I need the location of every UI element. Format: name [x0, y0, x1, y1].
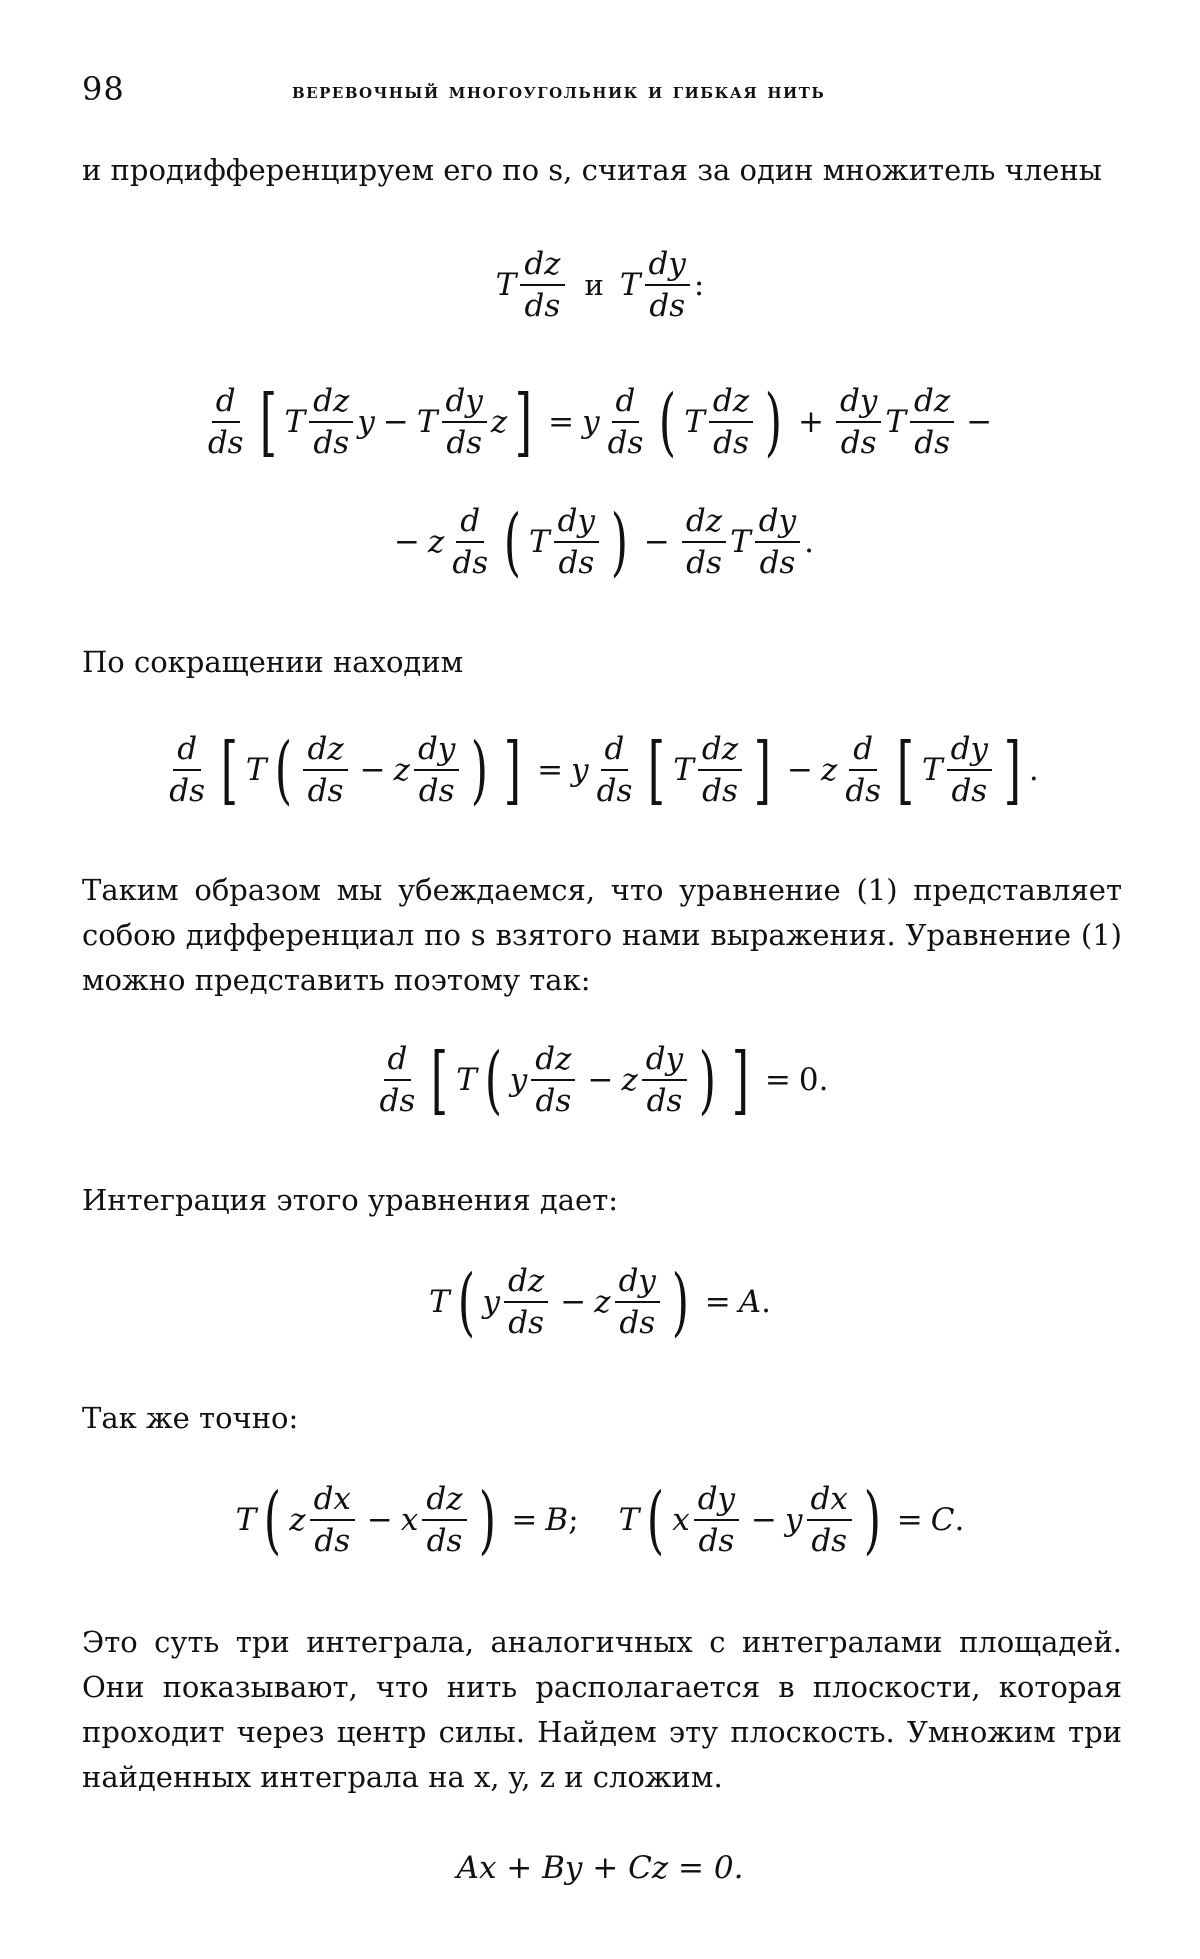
equation-2-line-2: − z $\frac{d}{ds}$ ( T $\frac{dy}{ds}$ ) − $\frac{dz}{ds}$ T $\frac{dy}{ds}$ .	[394, 499, 814, 585]
equation-3: $\frac{d}{ds}$ [ T ( $\frac{dz}{ds}$ − z $\frac{dy}{ds}$ ) ] = y $\frac{d}{ds}$ [ T $\frac{dz}{ds}$ ] − z $\frac{d}{ds}$ [ T $\frac{dy}{ds}$ ] .	[169, 727, 1039, 813]
paragraph-1: и продифференцируем его по s, считая за один множитель члены	[82, 153, 1102, 187]
equation-6: T ( z $\frac{dx}{ds}$ − x $\frac{dz}{ds}$ ) = B ; T ( x $\frac{dy}{ds}$ − y $\frac{dx}{ds}$ ) = C .	[235, 1477, 965, 1563]
equation-4: $\frac{d}{ds}$ [ T ( y $\frac{dz}{ds}$ − z $\frac{dy}{ds}$ ) ] = 0.	[379, 1037, 829, 1123]
paragraph-3: Таким образом мы убеждаемся, что уравнение (1) представляет собою дифференциал по s взятого нами выражения. Уравнение (1) можно представить поэтому так:	[82, 873, 1122, 997]
paragraph-4: Интеграция этого уравнения дает:	[82, 1183, 619, 1217]
page-number: 98	[82, 70, 125, 108]
page-header	[82, 70, 1122, 110]
equation-5: T ( y $\frac{dz}{ds}$ − z $\frac{dy}{ds}$ ) = A .	[428, 1259, 772, 1345]
paragraph-2: По сокращении находим	[82, 645, 464, 679]
running-title: веревочный многоугольник и гибкая нить	[292, 78, 826, 104]
equation-final: Ax + By + Cz = 0.	[456, 1850, 744, 1886]
equation-2-line-1: $\frac{d}{ds}$ [ T $\frac{dz}{ds}$ y − T $\frac{dy}{ds}$ z ] = y $\frac{d}{ds}$ ( T $\frac{dz}{ds}$ ) + $\frac{dy}{ds}$ T $\frac{dz}{ds}$ −	[207, 379, 993, 465]
equation-1-conjunction: и	[584, 268, 604, 302]
paragraph-5: Так же точно:	[82, 1401, 299, 1435]
equation-1: T $\frac{dz}{ds}$ и T $\frac{dy}{ds}$ :	[495, 246, 705, 324]
paragraph-6: Это суть три интеграла, аналогичных с интегралами площадей. Они показывают, что нить располагается в плоскости, которая проходит через центр силы. Найдем эту плоскость. Умножим три найденных интеграла на x, y, z и сложим.	[82, 1625, 1122, 1794]
